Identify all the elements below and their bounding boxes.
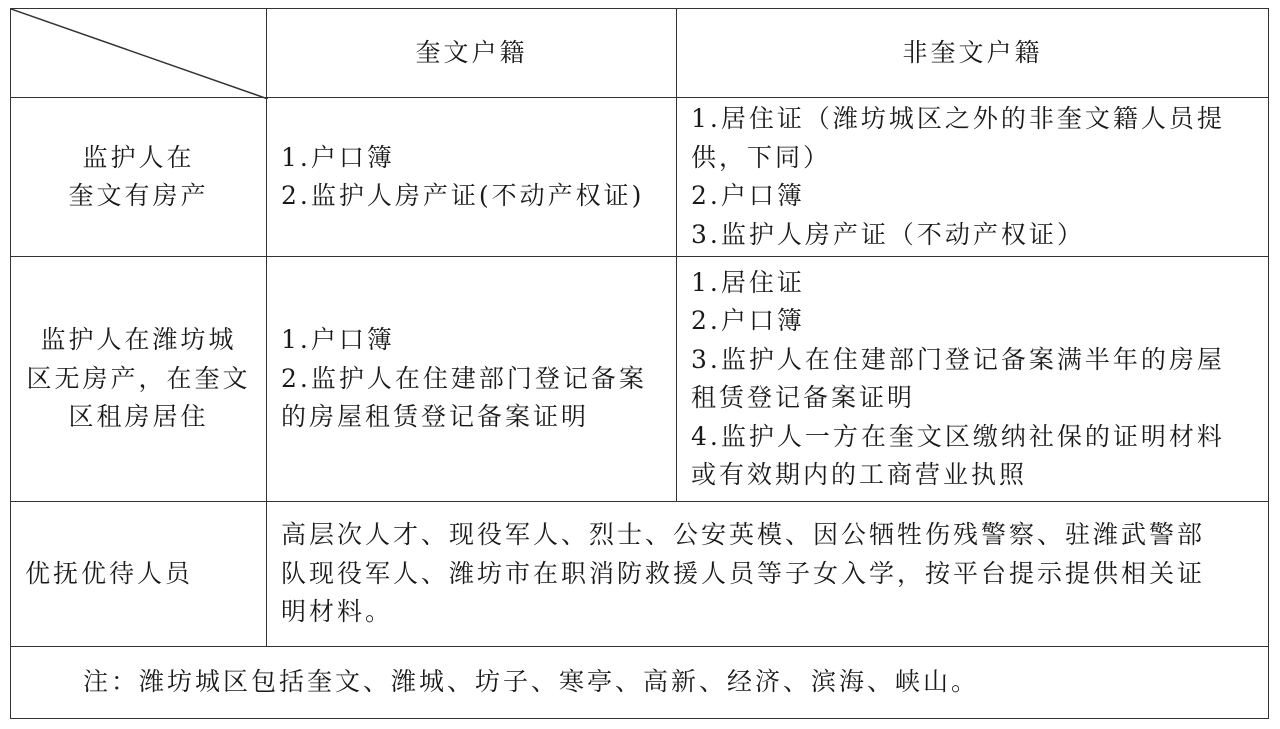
header-local-household: 奎文户籍 bbox=[266, 8, 677, 98]
diagonal-divider bbox=[11, 9, 268, 99]
row-label-preferential: 优抚优待人员 bbox=[10, 501, 267, 647]
note-text: 注：潍坊城区包括奎文、潍城、坊子、寒亭、高新、经济、滨海、峡山。 bbox=[83, 667, 980, 697]
row-label-renting: 监护人在潍坊城 区无房产，在奎文 区租房居住 bbox=[10, 256, 267, 502]
corner-header-cell bbox=[10, 8, 267, 98]
row3-merged-requirements: 高层次人才、现役军人、烈士、公安英模、因公牺牲伤残警察、驻潍武警部 队现役军人、潍坊市在职消防救援人员等子女入学，按平台提示提供相关证 明材料。 bbox=[266, 501, 1269, 647]
row-label-owns-property: 监护人在 奎文有房产 bbox=[10, 97, 267, 257]
enrollment-requirements-table bbox=[10, 8, 1269, 719]
row2-local-requirements: 1.户口簿 2.监护人在住建部门登记备案 的房屋租赁登记备案证明 bbox=[266, 256, 677, 502]
row2-nonlocal-requirements: 1.居住证 2.户口簿 3.监护人在住建部门登记备案满半年的房屋 租赁登记备案证明 4.监护人一方在奎文区缴纳社保的证明材料 或有效期内的工商营业执照 bbox=[676, 256, 1269, 502]
row1-nonlocal-requirements: 1.居住证（潍坊城区之外的非奎文籍人员提 供，下同） 2.户口簿 3.监护人房产证（不动产权证） bbox=[676, 97, 1269, 257]
note-row bbox=[10, 646, 1269, 719]
header-nonlocal-household: 非奎文户籍 bbox=[676, 8, 1269, 98]
row1-local-requirements: 1.户口簿 2.监护人房产证(不动产权证) bbox=[266, 97, 677, 257]
